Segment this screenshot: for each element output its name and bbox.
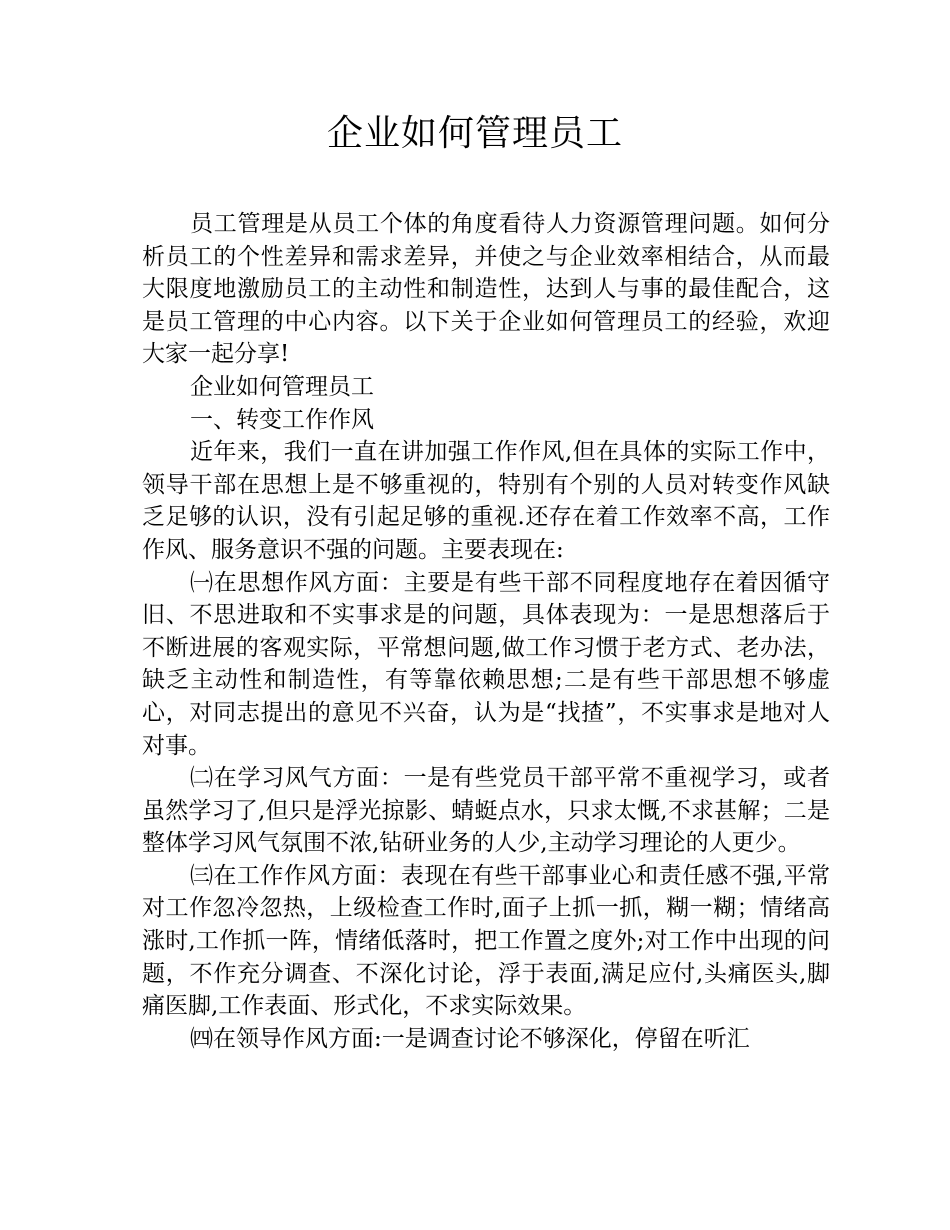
document-body <box>142 208 830 1055</box>
paragraph-item-1: ㈠在思想作风方面：主要是有些干部不同程度地存在着因循守旧、不思进取和不实事求是的问题，具体表现为：一是思想落后于不断进展的客观实际，平常想问题,做工作习惯于老方式、老办法，缺乏主动性和制造性，有等靠依赖思想;二是有些干部思想不够虚心，对同志提出的意见不兴奋，认为是“找揸”，不实事求是地对人对事。 <box>142 569 830 759</box>
paragraph: 近年来，我们一直在讲加强工作作风,但在具体的实际工作中，领导干部在思想上是不够重视的，特别有个别的人员对转变作风缺乏足够的认识，没有引起足够的重视.还存在着工作效率不高，工作作风、服务意识不强的问题。主要表现在: <box>142 439 830 563</box>
paragraph-item-2: ㈡在学习风气方面：一是有些党员干部平常不重视学习，或者虽然学习了,但只是浮光掠影、蜻蜓点水，只求太慨,不求甚解；二是整体学习风气氛围不浓,钻研业务的人少,主动学习理论的人更少。 <box>142 765 830 857</box>
paragraph-item-4: ㈣在领导作风方面:一是调查讨论不够深化，停留在听汇 <box>190 1025 750 1052</box>
paragraph-intro: 员工管理是从员工个体的角度看待人力资源管理问题。如何分析员工的个性差异和需求差异，并使之与企业效率相结合，从而最大限度地激励员工的主动性和制造性，达到人与事的最佳配合，这是员工管理的中心内容。以下关于企业如何管理员工的经验，欢迎大家一起分享! <box>142 211 830 368</box>
paragraph-item-3: ㈢在工作作风方面：表现在有些干部事业心和责任感不强,平常对工作忽冷忽热，上级检查工作时,面子上抓一抓，糊一糊；情绪高涨时,工作抓一阵，情绪低落时，把工作置之度外;对工作中出现的问题，不作充分调查、不深化讨论，浮于表面,满足应付,头痛医头,脚痛医脚,工作表面、形式化，不求实际效果。 <box>142 862 830 1020</box>
section-heading-1: 一、转变工作作风 <box>190 406 374 433</box>
paragraph-subtitle: 企业如何管理员工 <box>190 373 374 400</box>
document-title: 企业如何管理员工 <box>326 113 623 154</box>
